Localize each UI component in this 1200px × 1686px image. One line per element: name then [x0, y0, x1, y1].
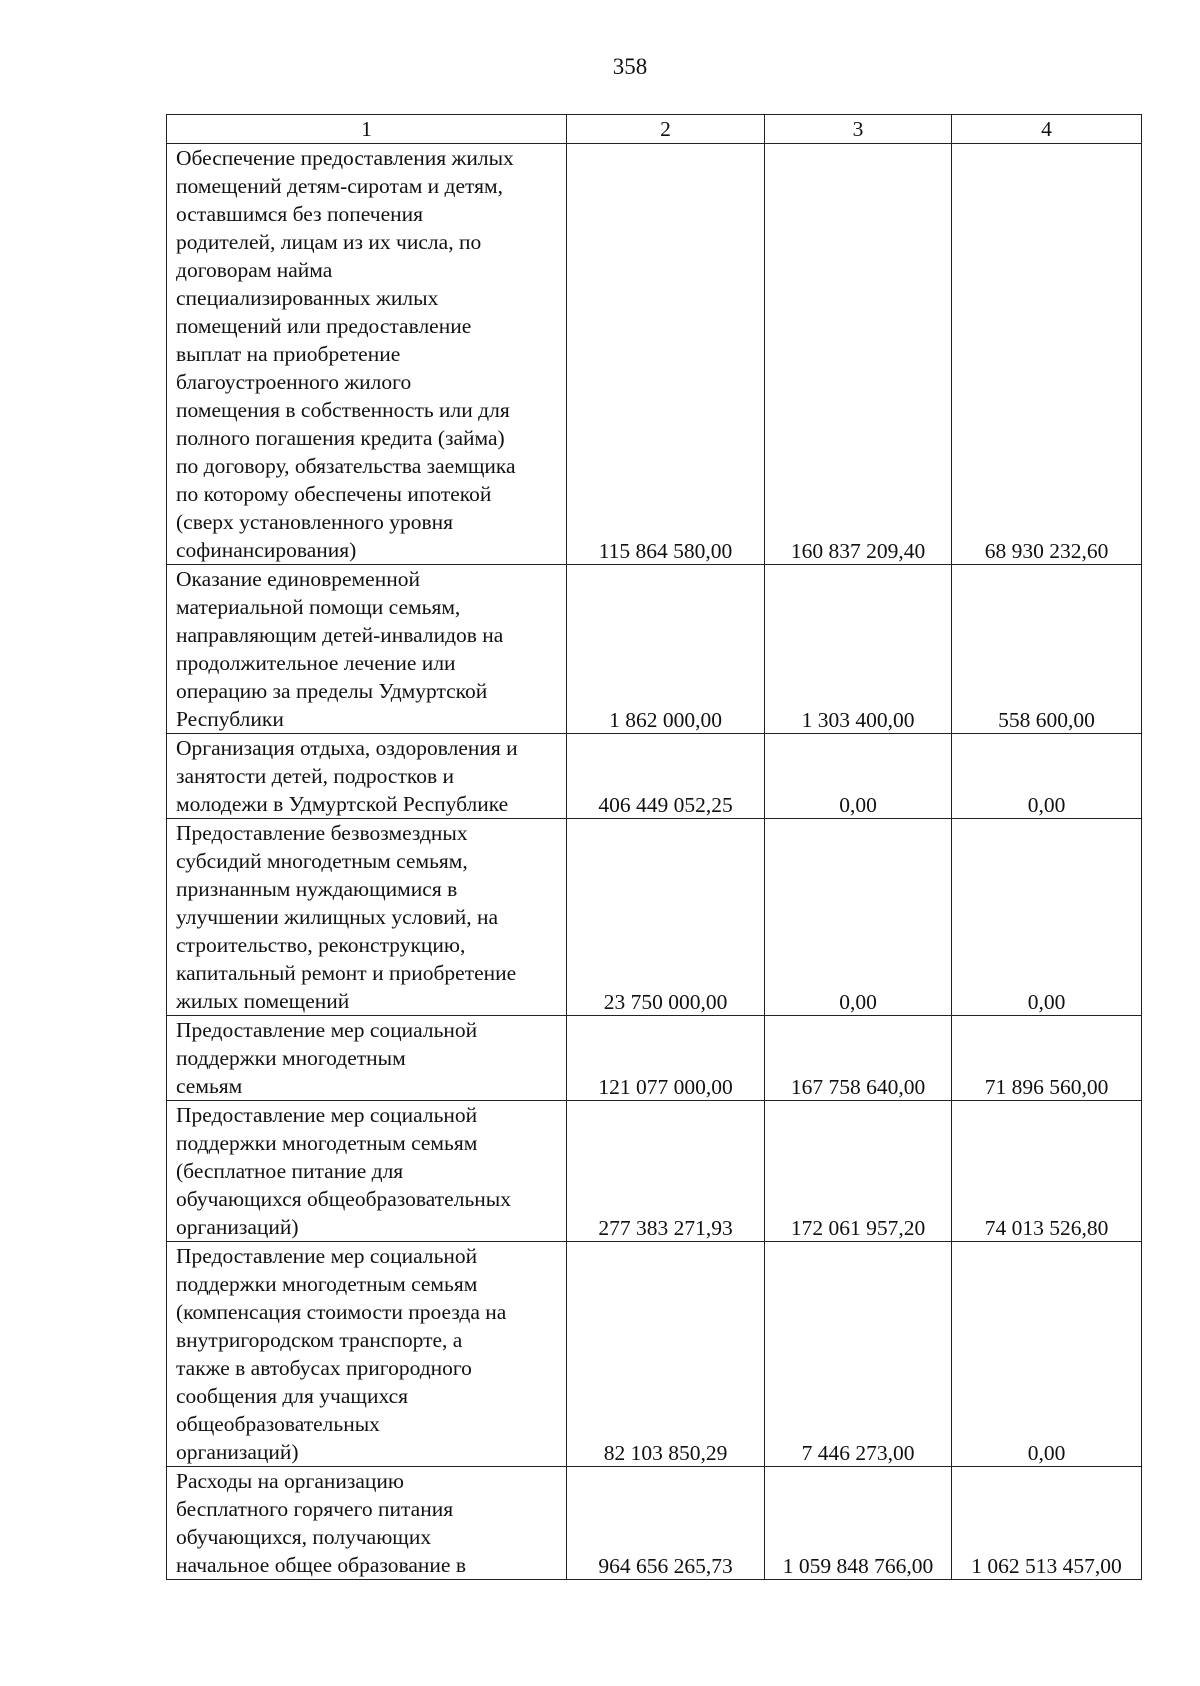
amount-column-3: 160 837 209,40: [765, 144, 952, 565]
description-line: организаций): [176, 1215, 299, 1239]
description-line: специализированных жилых: [176, 286, 439, 310]
description-line: (бесплатное питание для: [176, 1159, 404, 1183]
description-line: поддержки многодетным семьям: [176, 1131, 478, 1155]
description-line: помещений или предоставление: [176, 314, 472, 338]
description-line: поддержки многодетным: [176, 1046, 406, 1070]
table-row: [167, 1101, 1142, 1242]
description-line: (компенсация стоимости проезда на: [176, 1300, 507, 1324]
description-line: по которому обеспечены ипотекой: [176, 482, 492, 506]
description-line: (сверх установленного уровня: [176, 510, 454, 534]
description-line: сообщения для учащихся: [176, 1384, 409, 1408]
description-line: софинансирования): [176, 538, 357, 562]
amount-column-2: 23 750 000,00: [567, 819, 765, 1016]
amount-column-4: 0,00: [952, 734, 1142, 819]
description-line: направляющим детей-инвалидов на: [176, 623, 504, 647]
row-description: [167, 1101, 567, 1242]
description-line: также в автобусах пригородного: [176, 1356, 472, 1380]
row-description: [167, 1467, 567, 1580]
amount-column-4: 0,00: [952, 819, 1142, 1016]
amount-column-2: 964 656 265,73: [567, 1467, 765, 1580]
table-row: [167, 1467, 1142, 1580]
description-line: занятости детей, подростков и: [176, 764, 455, 788]
description-line: поддержки многодетным семьям: [176, 1272, 478, 1296]
amount-column-3: 172 061 957,20: [765, 1101, 952, 1242]
amount-column-4: 68 930 232,60: [952, 144, 1142, 565]
amount-column-2: 121 077 000,00: [567, 1016, 765, 1101]
description-line: оставшимся без попечения: [176, 202, 424, 226]
amount-column-3: 7 446 273,00: [765, 1242, 952, 1467]
description-line: Предоставление мер социальной: [176, 1103, 478, 1127]
column-header-4: 4: [952, 115, 1142, 144]
description-line: полного погашения кредита (займа): [176, 426, 505, 450]
description-line: капитальный ремонт и приобретение: [176, 961, 517, 985]
description-line: Обеспечение предоставления жилых: [176, 146, 514, 170]
amount-column-4: 0,00: [952, 1242, 1142, 1467]
amount-column-3: 1 303 400,00: [765, 565, 952, 734]
description-line: организаций): [176, 1440, 299, 1464]
amount-column-2: 277 383 271,93: [567, 1101, 765, 1242]
amount-column-4: 74 013 526,80: [952, 1101, 1142, 1242]
description-line: бесплатного горячего питания: [176, 1497, 454, 1521]
amount-column-2: 1 862 000,00: [567, 565, 765, 734]
amount-column-2: 115 864 580,00: [567, 144, 765, 565]
table-row: [167, 734, 1142, 819]
description-line: признанным нуждающимися в: [176, 877, 458, 901]
description-line: Оказание единовременной: [176, 567, 420, 591]
column-header-1: 1: [167, 115, 567, 144]
description-line: Расходы на организацию: [176, 1469, 404, 1493]
table-row: [167, 819, 1142, 1016]
description-line: Предоставление безвозмездных: [176, 821, 468, 845]
description-line: строительство, реконструкцию,: [176, 933, 466, 957]
description-line: продолжительное лечение или: [176, 651, 456, 675]
description-line: жилых помещений: [176, 989, 350, 1013]
amount-column-3: 0,00: [765, 734, 952, 819]
row-description: [167, 1016, 567, 1101]
table-body: [167, 144, 1142, 1580]
description-line: Организация отдыха, оздоровления и: [176, 736, 518, 760]
description-line: материальной помощи семьям,: [176, 595, 461, 619]
row-description: [167, 144, 567, 565]
description-line: обучающихся общеобразовательных: [176, 1187, 511, 1211]
row-description: [167, 819, 567, 1016]
description-line: Республики: [176, 707, 284, 731]
amount-column-4: 558 600,00: [952, 565, 1142, 734]
description-line: договорам найма: [176, 258, 333, 282]
description-line: операцию за пределы Удмуртской: [176, 679, 488, 703]
description-line: молодежи в Удмуртской Республике: [176, 792, 509, 816]
row-description: [167, 1242, 567, 1467]
row-description: [167, 565, 567, 734]
column-header-2: 2: [567, 115, 765, 144]
row-description: [167, 734, 567, 819]
description-line: Предоставление мер социальной: [176, 1244, 478, 1268]
description-line: внутригородском транспорте, а: [176, 1328, 463, 1352]
header-row: [167, 115, 1142, 144]
description-line: общеобразовательных: [176, 1412, 380, 1436]
description-line: помещения в собственность или для: [176, 398, 510, 422]
amount-column-4: 71 896 560,00: [952, 1016, 1142, 1101]
amount-column-2: 82 103 850,29: [567, 1242, 765, 1467]
column-header-3: 3: [765, 115, 952, 144]
description-line: начальное общее образование в: [176, 1553, 466, 1577]
table-row: [167, 144, 1142, 565]
description-line: семьям: [176, 1074, 243, 1098]
description-line: родителей, лицам из их числа, по: [176, 230, 482, 254]
description-line: субсидий многодетным семьям,: [176, 849, 468, 873]
description-line: улучшении жилищных условий, на: [176, 905, 499, 929]
description-line: выплат на приобретение: [176, 342, 401, 366]
amount-column-4: 1 062 513 457,00: [952, 1467, 1142, 1580]
table-row: [167, 1242, 1142, 1467]
description-line: помещений детям-сиротам и детям,: [176, 174, 504, 198]
page-number: 358: [612, 54, 648, 79]
description-line: благоустроенного жилого: [176, 370, 412, 394]
amount-column-3: 167 758 640,00: [765, 1016, 952, 1101]
amount-column-3: 0,00: [765, 819, 952, 1016]
amount-column-3: 1 059 848 766,00: [765, 1467, 952, 1580]
budget-table: [166, 114, 1142, 1580]
description-line: по договору, обязательства заемщика: [176, 454, 516, 478]
amount-column-2: 406 449 052,25: [567, 734, 765, 819]
table-row: [167, 565, 1142, 734]
description-line: Предоставление мер социальной: [176, 1018, 478, 1042]
table-row: [167, 1016, 1142, 1101]
description-line: обучающихся, получающих: [176, 1525, 432, 1549]
